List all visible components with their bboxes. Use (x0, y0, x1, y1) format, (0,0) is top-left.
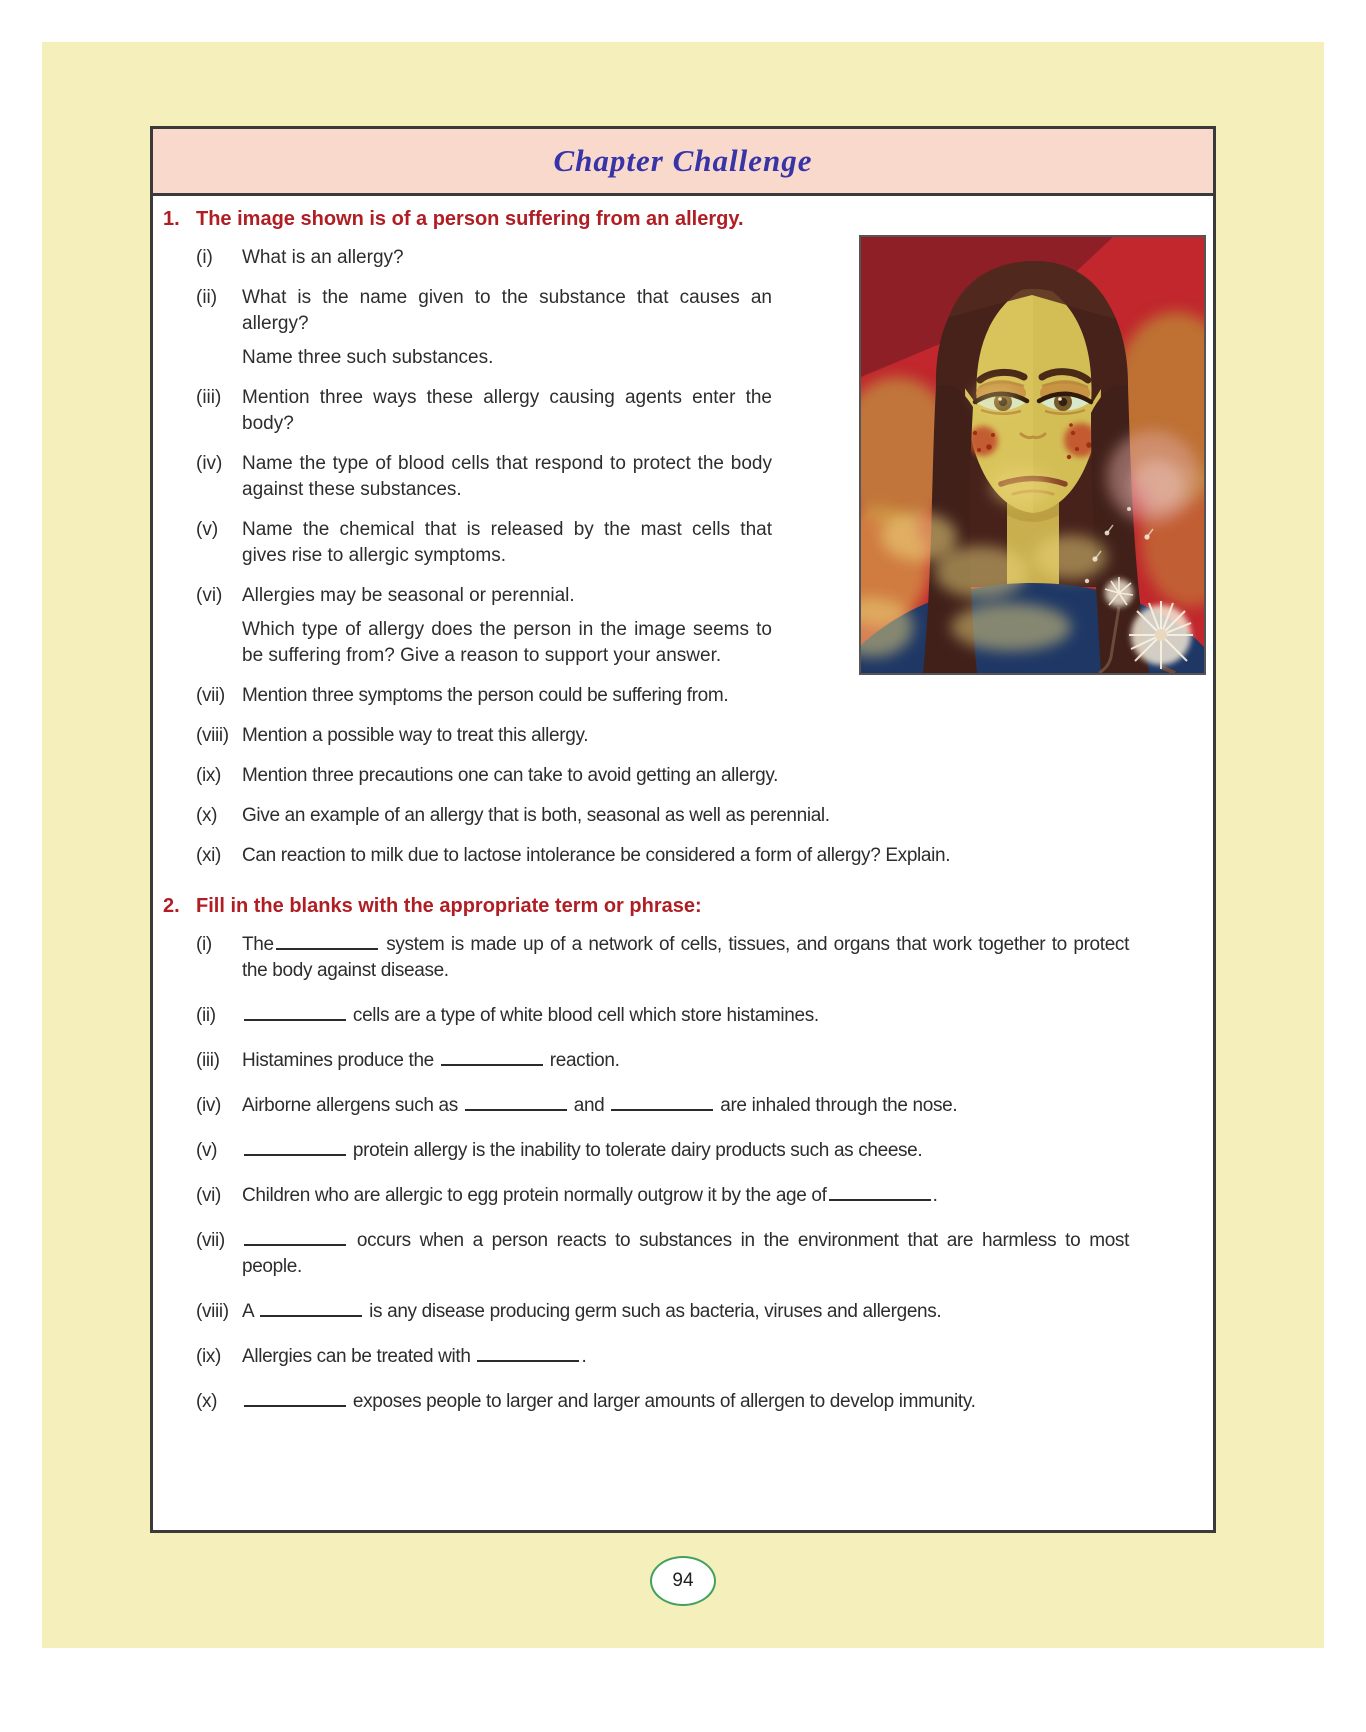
item-text: The system is made up of a network of cells, tissues, and organs that work together to protect the body against disease. (242, 934, 1129, 981)
item-text: What is an allergy? (242, 247, 404, 268)
question-item (196, 1138, 1129, 1164)
item-text: Allergies may be seasonal or perennial. Which type of allergy does the person in the image seems to be suffering from? Give a reason to support your answer. (242, 585, 772, 666)
question-2-heading (163, 893, 1129, 920)
question-item (196, 1389, 1129, 1415)
allergy-girl-illustration (859, 235, 1206, 675)
question-item (196, 1048, 1129, 1074)
item-text: Mention three symptoms the person could be suffering from. (242, 685, 729, 706)
blank-line (244, 1141, 346, 1156)
item-text: What is the name given to the substance that causes an allergy? Name three such substances. (242, 287, 772, 368)
item-text: Mention three ways these allergy causing agents enter the body? (242, 387, 772, 434)
chapter-challenge-box (150, 126, 1216, 1533)
question-item (196, 723, 1129, 749)
item-text: Name the chemical that is released by the mast cells that gives rise to allergic symptoms. (242, 519, 772, 566)
item-label: (vii) (196, 1230, 225, 1251)
question-1-heading (163, 206, 1129, 233)
question-item (196, 245, 772, 271)
page-number: 94 (672, 1570, 694, 1591)
item-label: (viii) (196, 1301, 229, 1322)
question-item (196, 1183, 1129, 1209)
item-text: Allergies can be treated with . (242, 1346, 587, 1367)
item-text: protein allergy is the inability to tolerate dairy products such as cheese. (242, 1138, 1129, 1164)
question-item (196, 451, 772, 503)
item-text: Airborne allergens such as and are inhaled through the nose. (242, 1095, 958, 1116)
item-text: Name the type of blood cells that respond to protect the body against these substances. (242, 453, 772, 500)
blank-line (829, 1186, 931, 1201)
blank-line (276, 935, 378, 950)
page-title: Chapter Challenge (553, 143, 813, 178)
question-heading-text: Fill in the blanks with the appropriate term or phrase: (196, 895, 702, 917)
question-item (196, 517, 772, 569)
question-1-items-full-width (196, 683, 1129, 869)
item-label: (i) (196, 247, 213, 268)
question-item (196, 1299, 1129, 1325)
item-text: Can reaction to milk due to lactose intolerance be considered a form of allergy? Explain. (242, 845, 951, 866)
item-text: Give an example of an allergy that is both, seasonal as well as perennial. (242, 805, 830, 826)
item-text: occurs when a person reacts to substances in the environment that are harmless to most people. (242, 1230, 1129, 1277)
question-item (196, 763, 1129, 789)
question-2-section (163, 893, 1129, 1415)
blank-line (465, 1096, 567, 1111)
question-item (196, 1228, 1129, 1280)
question-item (196, 683, 1129, 709)
blank-line (244, 1231, 346, 1246)
question-2-items (196, 932, 1129, 1415)
item-text: Histamines produce the reaction. (242, 1050, 620, 1071)
item-text: Children who are allergic to egg protein normally outgrow it by the age of . (242, 1185, 938, 1206)
item-label: (ii) (196, 287, 218, 308)
item-text: cells are a type of white blood cell which store histamines. (242, 1003, 1129, 1029)
item-label: (x) (196, 805, 218, 826)
question-1-items-beside-image (196, 245, 772, 669)
item-label: (iv) (196, 453, 223, 474)
blank-line (260, 1302, 362, 1317)
question-item (196, 385, 772, 437)
item-label: (ix) (196, 1346, 221, 1367)
question-item (196, 285, 772, 371)
worksheet-page (42, 42, 1324, 1648)
item-label: (viii) (196, 725, 229, 746)
blank-line (244, 1006, 346, 1021)
question-item (196, 583, 772, 669)
blank-line (611, 1096, 713, 1111)
item-text: Mention three precautions one can take to avoid getting an allergy. (242, 765, 779, 786)
item-label: (xi) (196, 845, 221, 866)
item-label: (iv) (196, 1095, 221, 1116)
question-item (196, 843, 1129, 869)
item-label: (vii) (196, 685, 225, 706)
question-item (196, 1093, 1129, 1119)
page-number-badge (650, 1556, 716, 1606)
question-heading-text: The image shown is of a person suffering from an allergy. (196, 208, 744, 230)
blank-line (477, 1347, 579, 1362)
item-label: (x) (196, 1391, 218, 1412)
blank-line (441, 1051, 543, 1066)
item-label: (v) (196, 1140, 218, 1161)
question-item (196, 1344, 1129, 1370)
blank-line (244, 1392, 346, 1407)
item-label: (iii) (196, 387, 222, 408)
item-text: Mention a possible way to treat this allergy. (242, 725, 589, 746)
question-number: 1. (163, 208, 180, 230)
dandelion-pink-haze (1107, 431, 1199, 523)
question-item (196, 1003, 1129, 1029)
question-number: 2. (163, 895, 180, 917)
item-label: (v) (196, 519, 219, 540)
question-item (196, 803, 1129, 829)
item-label: (vi) (196, 585, 223, 606)
item-label: (ix) (196, 765, 221, 786)
item-text: exposes people to larger and larger amounts of allergen to develop immunity. (242, 1389, 1129, 1415)
item-text: A is any disease producing germ such as bacteria, viruses and allergens. (242, 1301, 942, 1322)
item-label: (i) (196, 934, 212, 955)
question-item (196, 932, 1129, 984)
item-label: (iii) (196, 1050, 220, 1071)
chapter-challenge-header (153, 129, 1213, 196)
item-label: (ii) (196, 1005, 216, 1026)
item-label: (vi) (196, 1185, 221, 1206)
